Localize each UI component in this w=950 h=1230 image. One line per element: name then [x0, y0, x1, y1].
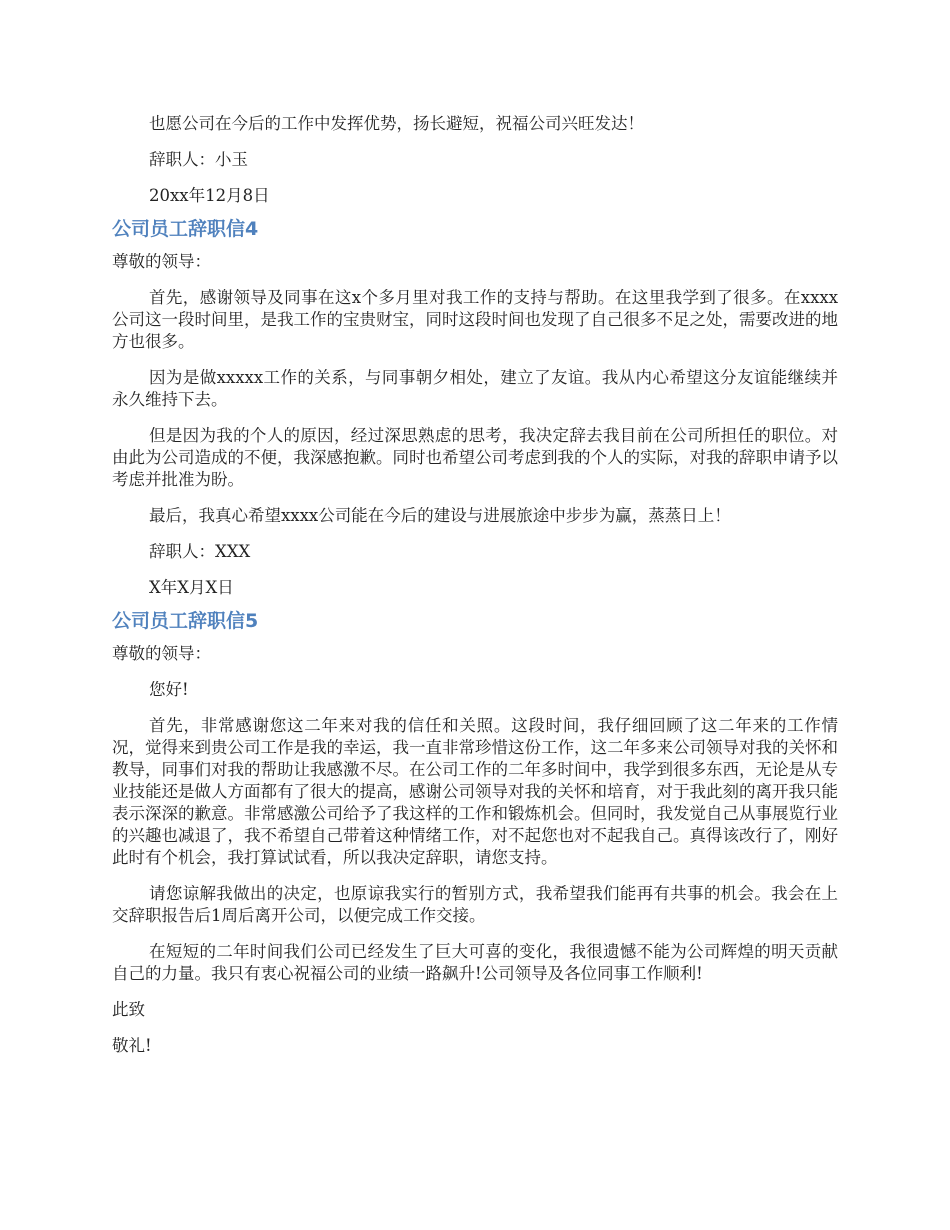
date-line: 20xx年12月8日	[149, 186, 270, 205]
signer-line: 辞职人：XXX	[149, 542, 251, 561]
body-paragraph: 首先，感谢领导及同事在这x个多月里对我工作的支持与帮助。在这里我学到了很多。在xxxx公司这一段时间里，是我工作的宝贵财宝，同时这段时间也发现了自己很多不足之处，需要改进的地方也很多。	[112, 288, 838, 351]
salutation: 尊敬的领导：	[112, 644, 211, 663]
body-paragraph: 因为是做xxxxx工作的关系，与同事朝夕相处，建立了友谊。我从内心希望这分友谊能继续并永久维持下去。	[112, 368, 838, 409]
closing-wish: 也愿公司在今后的工作中发挥优势，扬长避短，祝福公司兴旺发达！	[149, 114, 644, 133]
section-heading-letter-5: 公司员工辞职信5	[112, 610, 259, 632]
body-paragraph: 在短短的二年时间我们公司已经发生了巨大可喜的变化，我很遗憾不能为公司辉煌的明天贡献自己的力量。我只有衷心祝福公司的业绩一路飙升!公司领导及各位同事工作顺利!	[112, 942, 838, 983]
body-paragraph: 首先，非常感谢您这二年来对我的信任和关照。这段时间，我仔细回顾了这二年来的工作情况，觉得来到贵公司工作是我的幸运，我一直非常珍惜这份工作，这二年多来公司领导对我的关怀和教导，同事们对我的帮助让我感激不尽。在公司工作的二年多时间中，我学到很多东西，无论是从专业技能还是做人方面都有了很大的提高，感谢公司领导对我的关怀和培育，对于我此刻的离开我只能表示深深的歉意。非常感激公司给予了我这样的工作和锻炼机会。但同时，我发觉自己从事展览行业的兴趣也减退了，我不希望自己带着这种情绪工作，对不起您也对不起我自己。真得该改行了，刚好此时有个机会，我打算试试看，所以我决定辞职，请您支持。	[112, 716, 838, 867]
date-line: X年X月X日	[149, 578, 234, 597]
body-paragraph: 但是因为我的个人的原因，经过深思熟虑的思考，我决定辞去我目前在公司所担任的职位。对由此为公司造成的不便，我深感抱歉。同时也希望公司考虑到我的个人的实际，对我的辞职申请予以考虑并批准为盼。	[112, 426, 838, 489]
body-paragraph: 最后，我真心希望xxxx公司能在今后的建设与进展旅途中步步为赢，蒸蒸日上！	[149, 506, 731, 525]
closing-line: 此致	[112, 1000, 145, 1019]
signer-line: 辞职人：小玉	[149, 150, 248, 169]
greeting: 您好!	[149, 680, 189, 699]
salutation: 尊敬的领导：	[112, 252, 211, 271]
closing-line: 敬礼!	[112, 1036, 152, 1055]
section-heading-letter-4: 公司员工辞职信4	[112, 218, 259, 240]
body-paragraph: 请您谅解我做出的决定，也原谅我实行的暂别方式，我希望我们能再有共事的机会。我会在上交辞职报告后1周后离开公司，以便完成工作交接。	[112, 884, 838, 925]
